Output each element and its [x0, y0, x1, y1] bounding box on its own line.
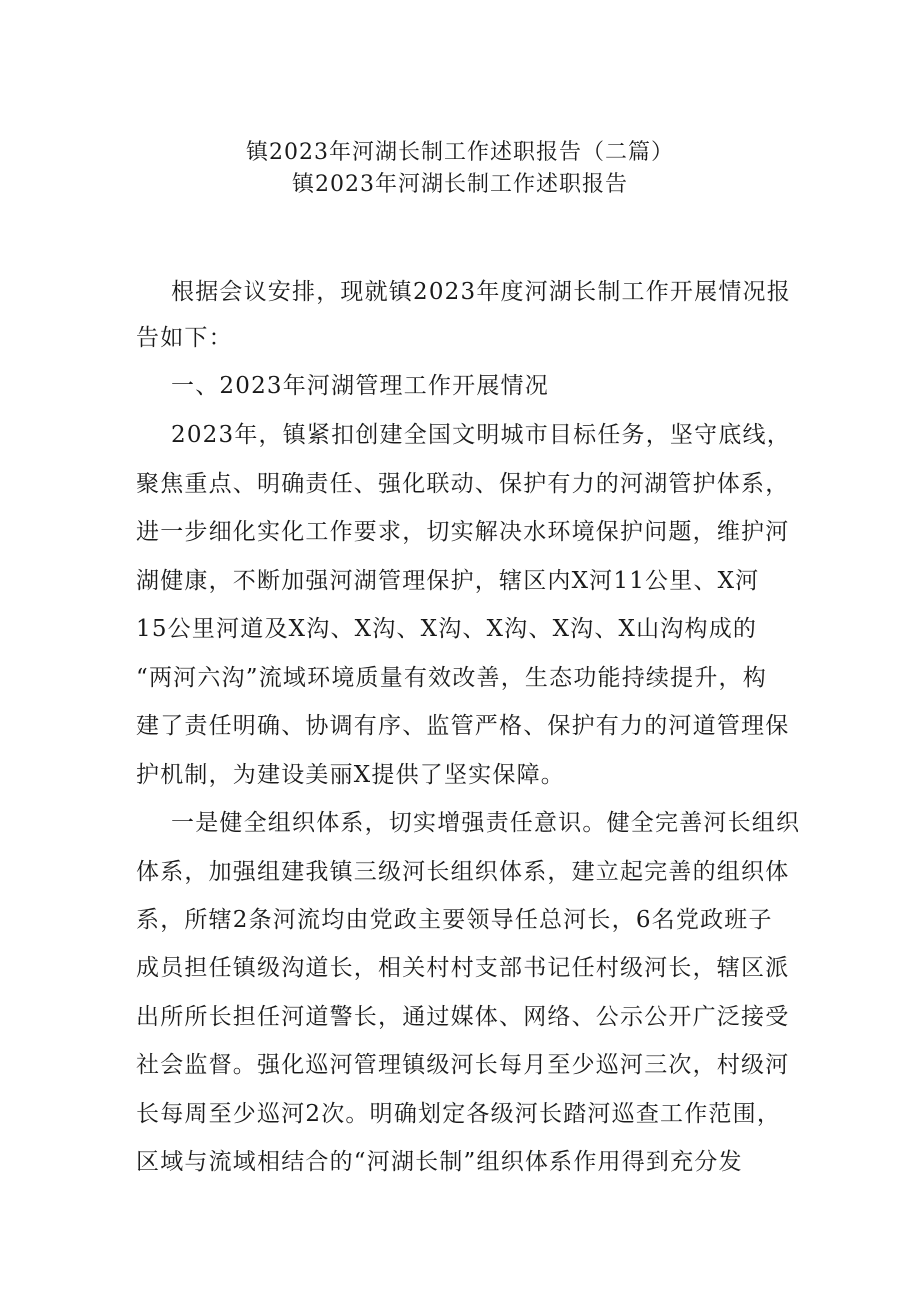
body-line: 进一步细化实化工作要求，切实解决水环境保护问题，维护河: [136, 519, 790, 545]
document-title: 镇2023年河湖长制工作述职报告（二篇）: [246, 140, 674, 165]
body-line: 根据会议安排，现就镇2023年度河湖长制工作开展情况报: [171, 279, 791, 305]
body-line: 长每周至少巡河2次。明确划定各级河长踏河巡查工作范围，: [136, 1101, 782, 1127]
body-line: 湖健康，不断加强河湖管理保护，辖区内X河11公里、X河: [136, 568, 760, 594]
body-line: 区域与流域相结合的“河湖长制”组织体系作用得到充分发: [136, 1149, 743, 1175]
section-heading: 一、2023年河湖管理工作开展情况: [171, 373, 549, 399]
body-line: 出所所长担任河道警长，通过媒体、网络、公示公开广泛接受: [136, 1004, 790, 1030]
body-line: 体系，加强组建我镇三级河长组织体系，建立起完善的组织体: [136, 859, 790, 885]
document-subtitle: 镇2023年河湖长制工作述职报告: [292, 172, 628, 197]
body-line: 一是健全组织体系，切实增强责任意识。健全完善河长组织: [171, 810, 801, 836]
body-line: 护机制，为建设美丽X提供了坚实保障。: [136, 762, 565, 788]
body-line: 15公里河道及X沟、X沟、X沟、X沟、X沟、X山沟构成的: [136, 616, 758, 642]
body-line: 系，所辖2条河流均由党政主要领导任总河长，6名党政班子: [136, 907, 773, 933]
body-line: 2023年，镇紧扣创建全国文明城市目标任务，坚守底线，: [171, 422, 791, 448]
body-line: 成员担任镇级沟道长，相关村村支部书记任村级河长，辖区派: [136, 955, 790, 981]
body-line: 聚焦重点、明确责任、强化联动、保护有力的河湖管护体系，: [136, 471, 790, 497]
body-line: “两河六沟”流域环境质量有效改善，生态功能持续提升，构: [136, 665, 767, 691]
body-line: 建了责任明确、协调有序、监管严格、保护有力的河道管理保: [136, 713, 790, 739]
body-line: 社会监督。强化巡河管理镇级河长每月至少巡河三次，村级河: [136, 1052, 790, 1078]
body-line: 告如下：: [136, 325, 233, 351]
